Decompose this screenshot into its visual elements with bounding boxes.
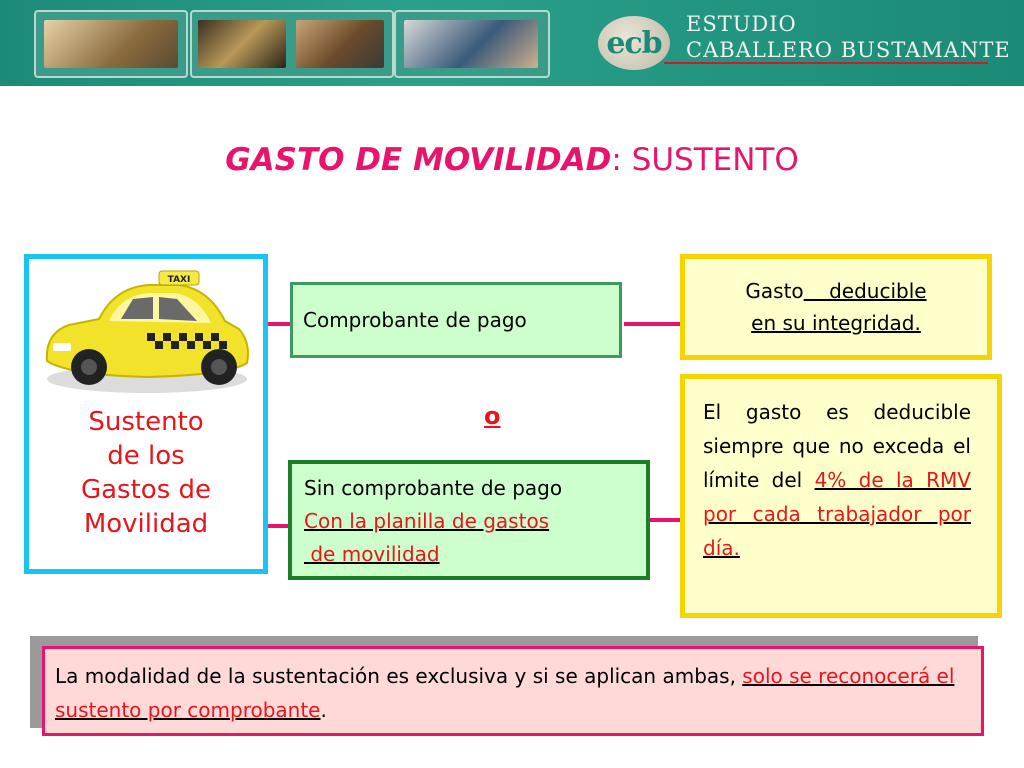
- deducible-box: [680, 254, 992, 360]
- taxi-icon: [29, 263, 263, 403]
- sustento-box: [24, 254, 268, 574]
- sustento-label-line: Movilidad: [83, 509, 209, 539]
- title-bold: GASTO DE MOVILIDAD: [225, 142, 612, 178]
- office-photo-3: [296, 20, 384, 68]
- note-end: .: [320, 698, 327, 722]
- comprobante-box: [290, 282, 622, 358]
- connector-right-bottom: [650, 518, 680, 522]
- office-photo-4: [404, 20, 538, 68]
- brand-name-line1: ESTUDIO: [686, 12, 797, 36]
- note-text: La modalidad de la sustentación es exclusiva y si se aplican ambas,: [55, 664, 743, 688]
- photo-frame-3: [394, 10, 550, 78]
- brand-underline: [664, 62, 988, 64]
- condicion-highlight: 4% de la RMV por cada trabajador por día.: [703, 468, 971, 560]
- sin-comprobante-line1: Sin comprobante de pago: [304, 476, 563, 500]
- note-box: [42, 646, 984, 736]
- note-highlight: solo se reconocerá el sustento por comprobante: [55, 664, 955, 722]
- comprobante-text: Comprobante de pago: [303, 308, 527, 332]
- sustento-label-line: de los: [107, 441, 185, 471]
- sustento-label-line: Sustento: [88, 407, 204, 437]
- deducible-line1-a: Gasto: [745, 279, 804, 303]
- taxi-sign-text: TAXI: [167, 275, 191, 285]
- photo-frame-1: [34, 10, 188, 78]
- sin-comprobante-line3: de movilidad: [304, 542, 440, 566]
- sustento-label-line: Gastos de: [80, 475, 212, 505]
- deducible-line2: en su integridad.: [751, 311, 921, 335]
- or-separator: o: [484, 402, 501, 430]
- header-banner: [0, 0, 1024, 86]
- brand-name-line2: CABALLERO BUSTAMANTE: [686, 38, 1011, 62]
- sin-comprobante-box: [288, 460, 650, 580]
- connector-right-top: [624, 322, 680, 326]
- condicion-box: [680, 374, 1002, 618]
- photo-frame-2: [190, 10, 394, 78]
- connector-left-bottom: [268, 524, 288, 528]
- office-photo-1: [44, 20, 178, 68]
- deducible-line1-b: deducible: [803, 279, 927, 303]
- connector-left-top: [268, 322, 290, 326]
- sin-comprobante-line2: Con la planilla de gastos: [304, 509, 550, 533]
- ecb-logo: ecb: [598, 16, 670, 70]
- sustento-label: [29, 405, 263, 541]
- page-title: [0, 142, 1024, 178]
- title-rest: : SUSTENTO: [611, 142, 799, 178]
- office-photo-2: [198, 20, 286, 68]
- condicion-text: El gasto es deducible siempre que no exceda el límite del: [703, 400, 971, 492]
